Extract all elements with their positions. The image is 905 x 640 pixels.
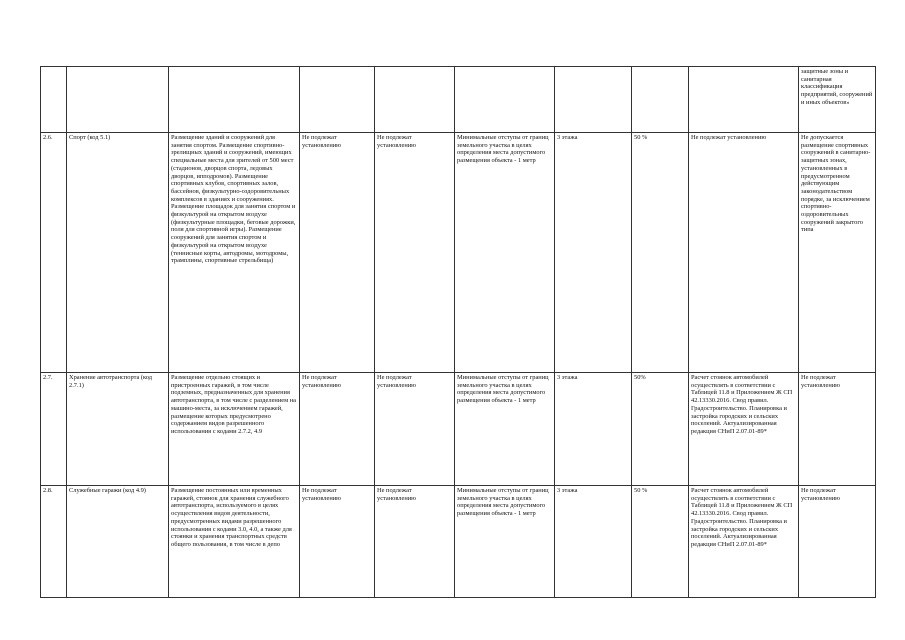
cell-description: Размещение постоянных или временных гаражей, стоянок для хранения служебного автотранспорта, используемого в целях осуществления видов деятельности, предусмотренных видами разрешенного использования с кодами 3.0, 4.0, а также для стоянки и хранения транспортных средств общего пользования, в том числе в депо: [169, 486, 300, 598]
cell-restrictions: Не подлежат установлению: [799, 373, 876, 486]
cell-coverage: [632, 67, 689, 133]
cell-description: Размещение зданий и сооружений для занятия спортом. Размещение спортивно-зрелищных зданий и сооружений, имеющих специальные места для зрителей от 500 мест (стадионов, дворцов спорта, ледовых дворцов, ипподромов). Размещение спортивных клубов, спортивных залов, бассейнов, физкультурно-оздоровительных комплексов в зданиях и сооружениях. Размещение площадок для занятия спортом и физкультурой на открытом воздухе (физкультурные площадки, беговые дорожки, поля для спортивной игры). Размещение сооружений для занятия спортом и физкультурой на открытом воздухе (теннисные корты, автодромы, мотодромы, трамплины, спортивные стрельбища): [169, 133, 300, 373]
cell-restrictions: Не допускается размещение спортивных сооружений в санитарно-защитных зонах, установленных в предусмотренном действующим законодательством порядке, за исключением спортивно-оздоровительных сооружений закрытого типа: [799, 133, 876, 373]
cell-description: [169, 67, 300, 133]
cell-parking: Не подлежат установлению: [689, 133, 799, 373]
cell-number: 2.8.: [41, 486, 67, 598]
cell-setbacks: Минимальные отступы от границ земельного участка в целях определения места допустимого размещения объекта - 1 метр: [455, 373, 555, 486]
cell-use-type: Хранение автотранспорта (код 2.7.1): [67, 373, 169, 486]
cell-min-area: [300, 67, 375, 133]
cell-max-area: Не подлежат установлению: [375, 373, 455, 486]
cell-coverage: 50 %: [632, 133, 689, 373]
cell-min-area: Не подлежат установлению: [300, 373, 375, 486]
cell-floors: [555, 67, 632, 133]
cell-use-type: Спорт (код 5.1): [67, 133, 169, 373]
table-row: [41, 133, 876, 373]
cell-setbacks: Минимальные отступы от границ земельного участка в целях определения места допустимого размещения объекта - 1 метр: [455, 486, 555, 598]
cell-parking: Расчет стоянок автомобилей осуществлять в соответствии с Таблицей 11.8 и Приложением Ж СП 42.13330.2016. Свод правил. Градостроительство. Планировка и застройка городских и сельских поселений. Актуализированная редакция СНиП 2.07.01-89*: [689, 373, 799, 486]
cell-number: 2.6.: [41, 133, 67, 373]
cell-floors: 3 этажа: [555, 133, 632, 373]
cell-restrictions: Не подлежат установлению: [799, 486, 876, 598]
cell-use-type: Служебные гаражи (код 4.9): [67, 486, 169, 598]
cell-min-area: Не подлежат установлению: [300, 486, 375, 598]
cell-parking: [689, 67, 799, 133]
cell-setbacks: [455, 67, 555, 133]
cell-floors: 3 этажа: [555, 373, 632, 486]
cell-max-area: [375, 67, 455, 133]
table-row: [41, 486, 876, 598]
cell-floors: 3 этажа: [555, 486, 632, 598]
cell-max-area: Не подлежат установлению: [375, 133, 455, 373]
cell-use-type: [67, 67, 169, 133]
cell-description: Размещение отдельно стоящих и пристроенных гаражей, в том числе подземных, предназначенных для хранения автотранспорта, в том числе с разделением на машино-места, за исключением гаражей, размещение которых предусмотрено содержанием видов разрешенного использования с кодами 2.7.2, 4.9: [169, 373, 300, 486]
cell-restrictions: защитные зоны и санитарная классификация предприятий, сооружений и иных объектов»: [799, 67, 876, 133]
table-row: [41, 373, 876, 486]
land-use-regulations-table: [40, 66, 876, 598]
cell-parking: Расчет стоянок автомобилей осуществлять в соответствии с Таблицей 11.8 и Приложением Ж СП 42.13330.2016. Свод правил. Градостроительство. Планировка и застройка городских и сельских поселений. Актуализированная редакция СНиП 2.07.01-89*: [689, 486, 799, 598]
cell-coverage: 50 %: [632, 486, 689, 598]
cell-max-area: Не подлежат установлению: [375, 486, 455, 598]
cell-min-area: Не подлежат установлению: [300, 133, 375, 373]
cell-setbacks: Минимальные отступы от границ земельного участка в целях определения места допустимого размещения объекта - 1 метр: [455, 133, 555, 373]
cell-number: 2.7.: [41, 373, 67, 486]
cell-coverage: 50%: [632, 373, 689, 486]
continuation-row: [41, 67, 876, 133]
cell-number: [41, 67, 67, 133]
